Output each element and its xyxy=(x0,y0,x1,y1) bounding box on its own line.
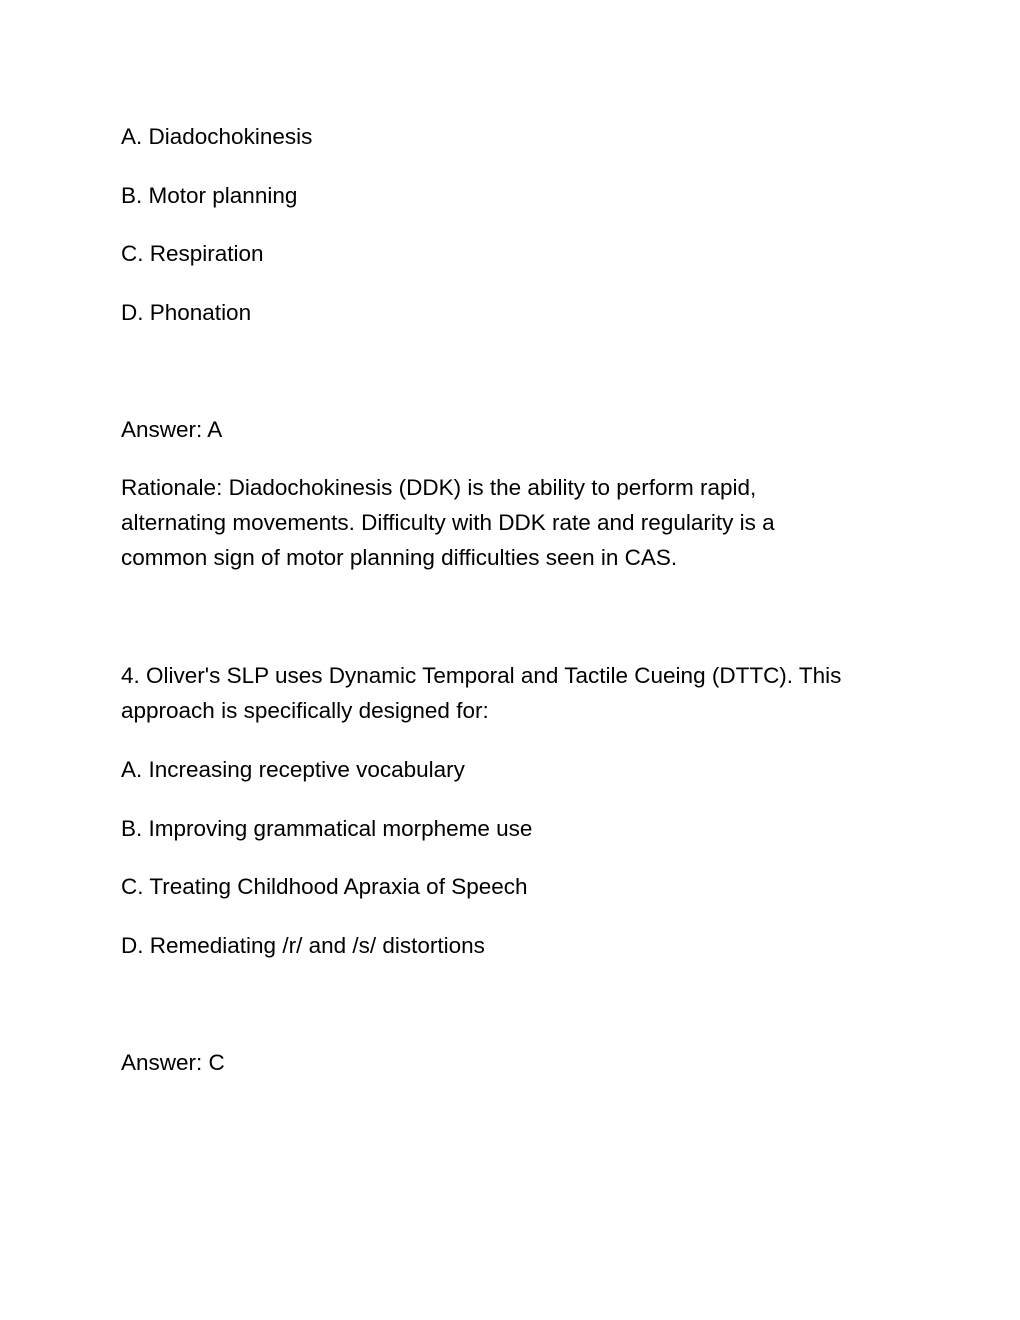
q3-rationale xyxy=(121,470,891,575)
q4-option-a: A. Increasing receptive vocabulary xyxy=(121,757,465,782)
q4-question xyxy=(121,658,891,728)
q4-answer: Answer: C xyxy=(121,1050,225,1075)
q4-option-d: D. Remediating /r/ and /s/ distortions xyxy=(121,933,485,958)
q3-answer: Answer: A xyxy=(121,417,223,442)
q3-option-a: A. Diadochokinesis xyxy=(121,124,313,149)
q3-option-d: D. Phonation xyxy=(121,300,252,325)
q4-option-b: B. Improving grammatical morpheme use xyxy=(121,816,533,841)
q3-option-b: B. Motor planning xyxy=(121,183,298,208)
q3-option-c: C. Respiration xyxy=(121,241,264,266)
q4-question-line-2: approach is specifically designed for: xyxy=(121,698,489,723)
q3-rationale-line-3: common sign of motor planning difficulties seen in CAS. xyxy=(121,545,678,570)
q3-rationale-line-2: alternating movements. Difficulty with DDK rate and regularity is a xyxy=(121,510,775,535)
q3-rationale-line-1: Rationale: Diadochokinesis (DDK) is the ability to perform rapid, xyxy=(121,475,757,500)
q4-question-line-1: 4. Oliver's SLP uses Dynamic Temporal and Tactile Cueing (DTTC). This xyxy=(121,663,842,688)
q4-option-c: C. Treating Childhood Apraxia of Speech xyxy=(121,874,528,899)
